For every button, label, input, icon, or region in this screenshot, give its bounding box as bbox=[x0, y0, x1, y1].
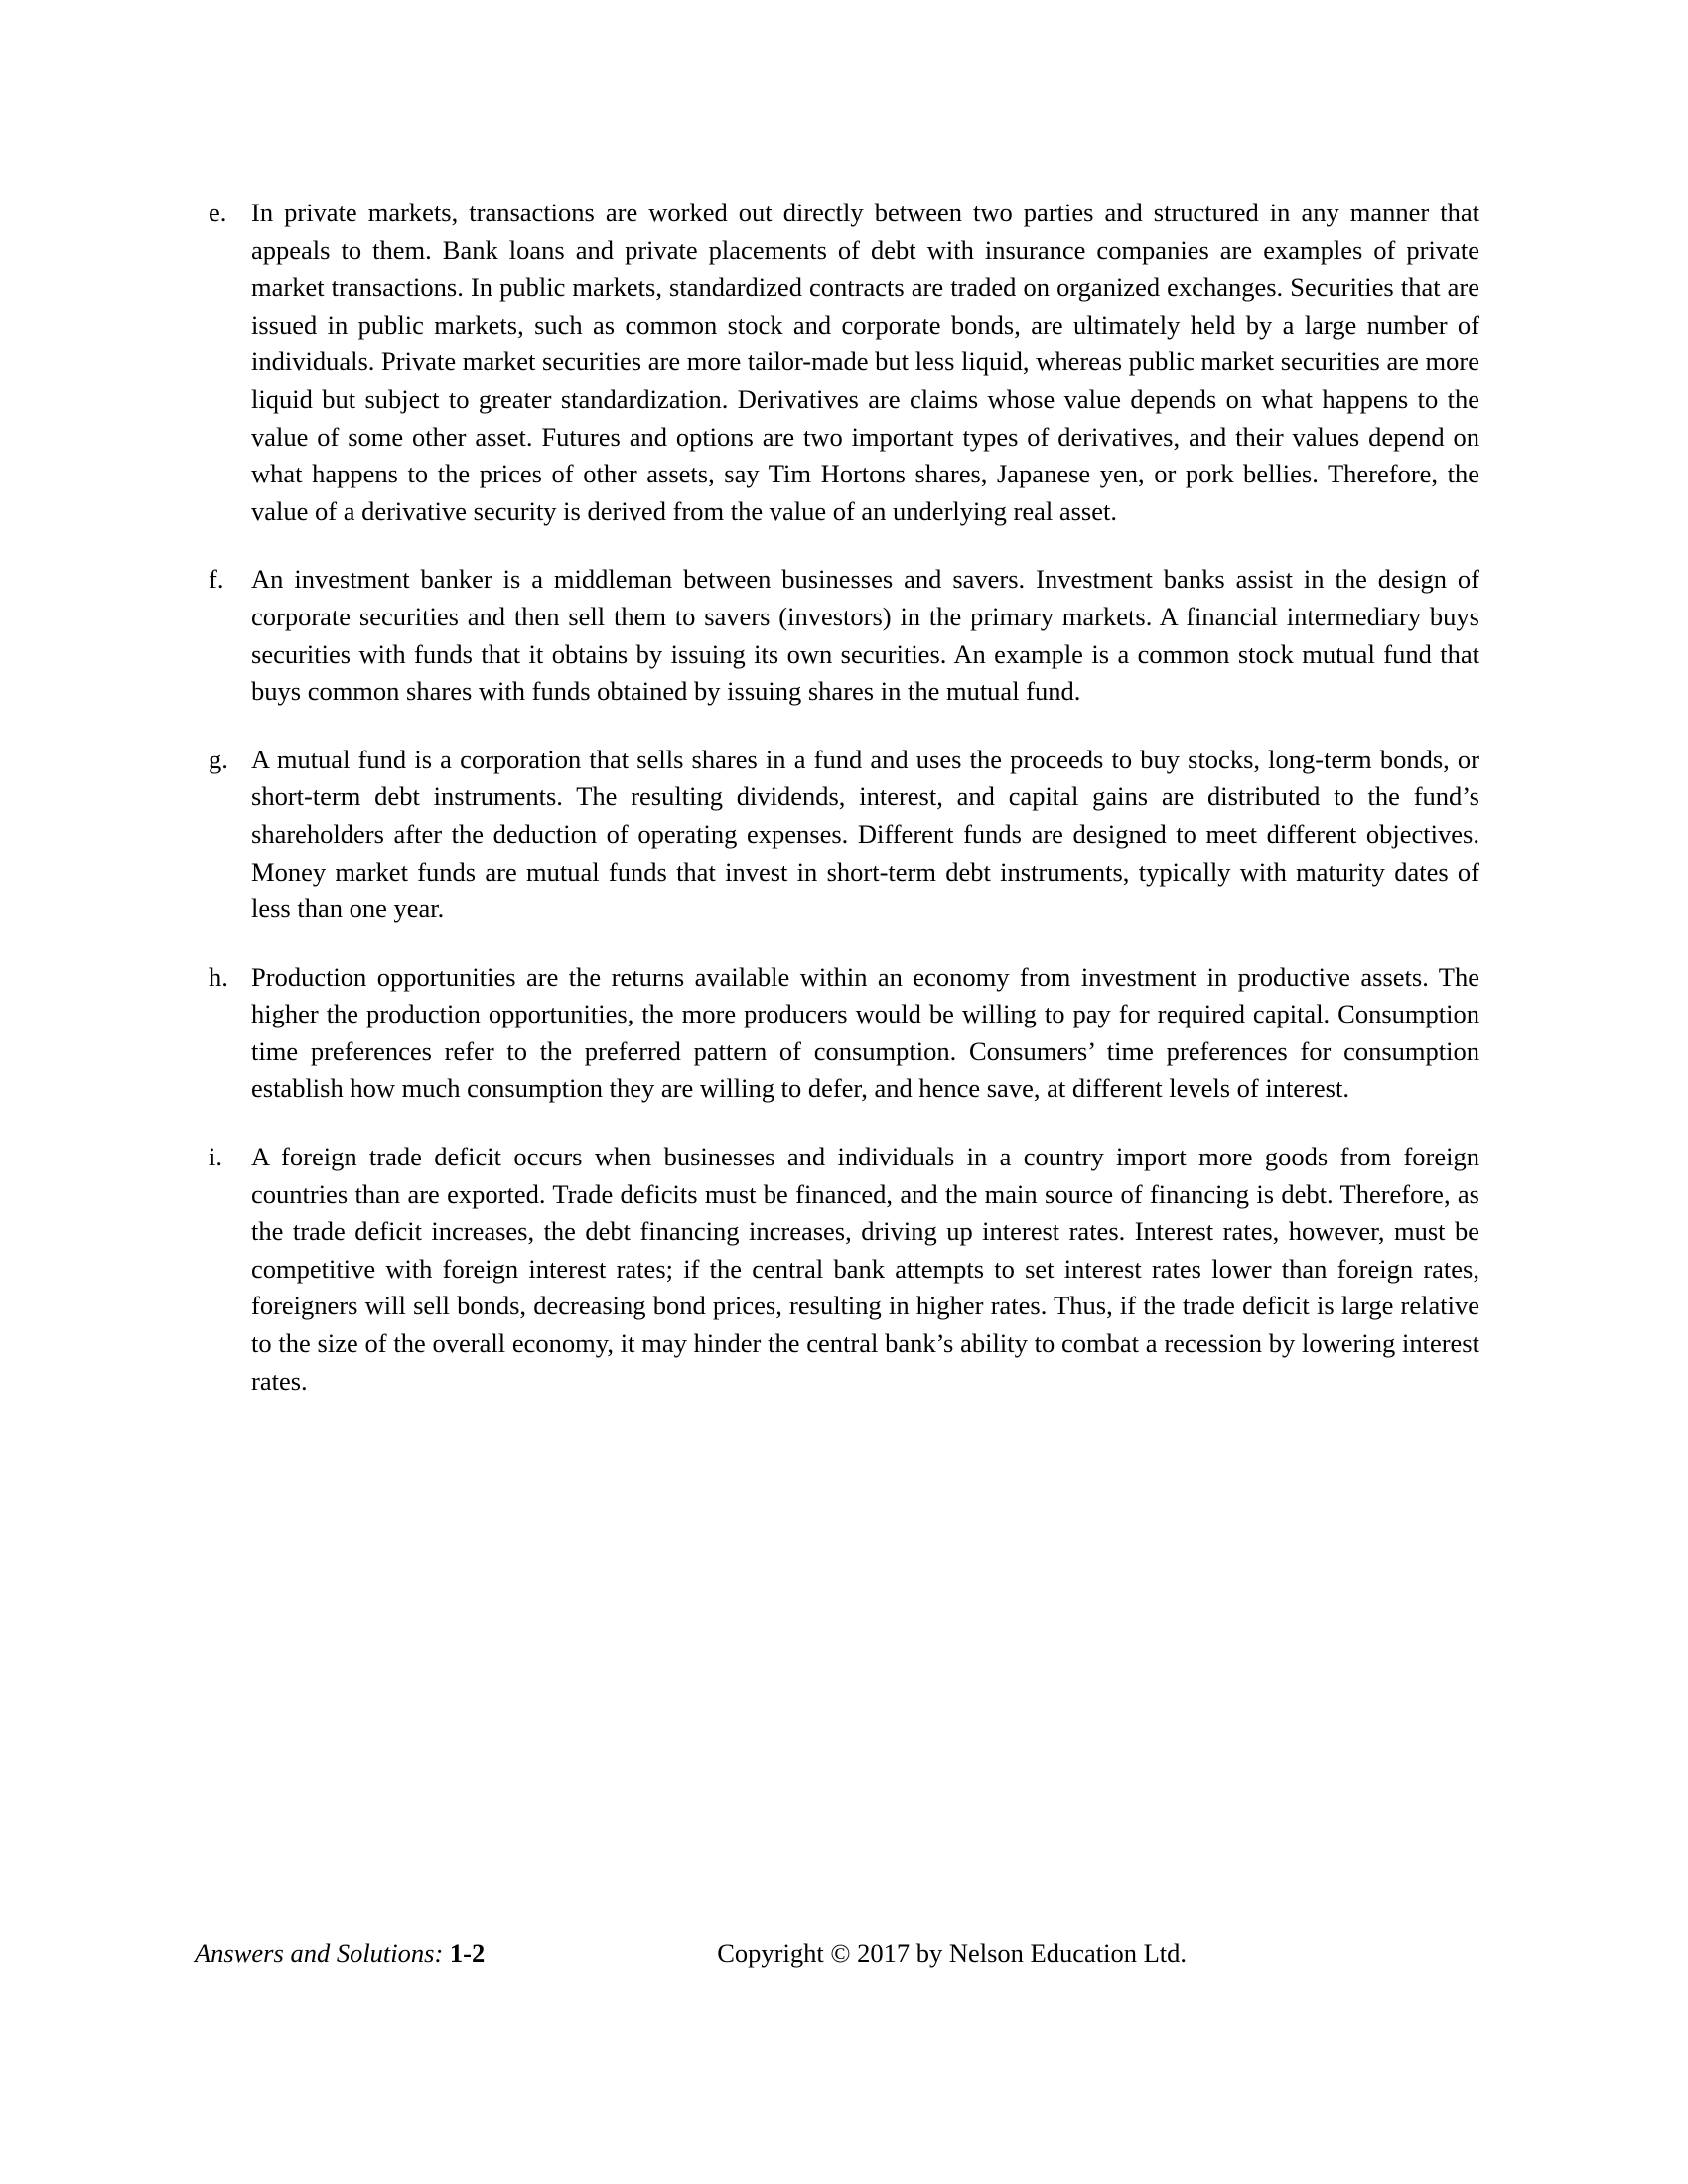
list-item-marker: e. bbox=[209, 198, 227, 227]
list-item bbox=[205, 742, 1479, 928]
list-item-text: A mutual fund is a corporation that sells shares in a fund and uses the proceeds to buy stocks, long-term bonds, or short-term debt instruments. The resulting dividends, interest, and capital gains are distributed to the fund’s shareholders after the deduction of operating expenses. Different funds are designed to meet different objectives. Money market funds are mutual funds that invest in short-term debt instruments, typically with maturity dates of less than one year. bbox=[251, 744, 1479, 924]
footer-section-label bbox=[195, 1938, 485, 1969]
list-item-text: In private markets, transactions are worked out directly between two parties and structured in any manner that appeals to them. Bank loans and private placements of debt with insurance companies are examples of private market transactions. In public markets, standardized contracts are traded on organized exchanges. Securities that are issued in public markets, such as common stock and corporate bonds, are ultimately held by a large number of individuals. Private market securities are more tailor-made but less liquid, whereas public market securities are more liquid but subject to greater standardization. Derivatives are claims whose value depends on what happens to the value of some other asset. Futures and options are two important types of derivatives, and their values depend on what happens to the prices of other assets, say Tim Hortons shares, Japanese yen, or pork bellies. Therefore, the value of a derivative security is derived from the value of an underlying real asset. bbox=[251, 198, 1479, 526]
list-item bbox=[205, 959, 1479, 1108]
list-item-marker: h. bbox=[209, 961, 228, 992]
list-item-text: An investment banker is a middleman between businesses and savers. Investment banks assist in the design of corporate securities and then sell them to savers (investors) in the primary markets. A financial intermediary buys securities with funds that it obtains by issuing its own securities. An example is a common stock mutual fund that buys common shares with funds obtained by issuing shares in the mutual fund. bbox=[251, 564, 1479, 707]
list-item bbox=[205, 195, 1479, 530]
list-item bbox=[205, 1139, 1479, 1400]
list-item-marker: f. bbox=[209, 564, 224, 595]
footer-page-number: 1-2 bbox=[449, 1938, 486, 1968]
document-body bbox=[205, 195, 1479, 1400]
list-item-marker: i. bbox=[209, 1142, 222, 1172]
list-item-text: Production opportunities are the returns available within an economy from investment in productive assets. The higher the production opportunities, the more producers would be willing to pay for required capital. Consumption time preferences refer to the preferred pattern of consumption. Consumers’ time preferences for consumption establish how much consumption they are willing to defer, and hence save, at different levels of interest. bbox=[251, 961, 1479, 1104]
footer-copyright: Copyright © 2017 by Nelson Education Ltd. bbox=[717, 1938, 1188, 1968]
list-item-marker: g. bbox=[209, 744, 228, 774]
list-item-text: A foreign trade deficit occurs when businesses and individuals in a country import more goods from foreign countries than are exported. Trade deficits must be financed, and the main source of financing is debt. Therefore, as the trade deficit increases, the debt financing increases, driving up interest rates. Interest rates, however, must be competitive with foreign interest rates; if the central bank attempts to set interest rates lower than foreign rates, foreigners will sell bonds, decreasing bond prices, resulting in higher rates. Thus, if the trade deficit is large relative to the size of the overall economy, it may hinder the central bank’s ability to combat a recession by lowering interest rates. bbox=[251, 1142, 1479, 1396]
page-footer bbox=[195, 1938, 1493, 1969]
footer-label-text: Answers and Solutions: bbox=[195, 1938, 444, 1968]
list-item bbox=[205, 561, 1479, 710]
